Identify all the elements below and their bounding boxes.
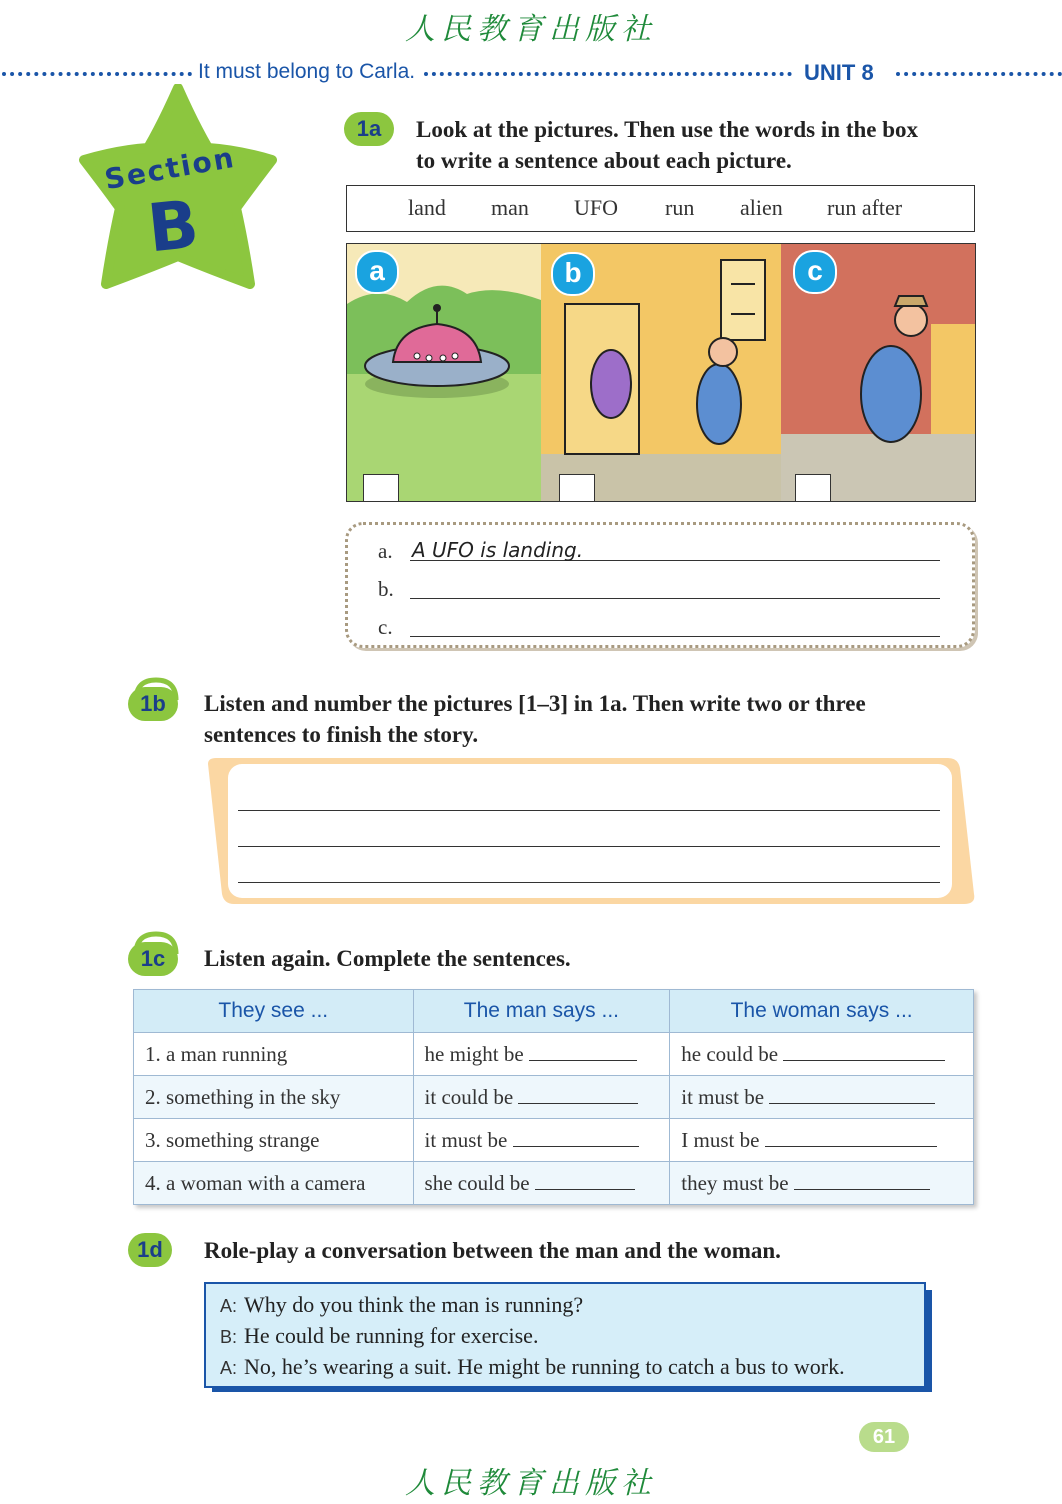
- answer-box-1a: [345, 522, 975, 648]
- word-alien: alien: [740, 195, 783, 220]
- table-row: [134, 1119, 974, 1162]
- exercise-badge-1b: 1b: [128, 687, 178, 721]
- dialogue-text: No, he’s wearing a suit. He might be running to catch a bus to work.: [244, 1354, 845, 1379]
- table-cell-woman: [670, 1119, 974, 1162]
- dialogue-box: [204, 1282, 926, 1388]
- table-cell-see: 1. a man running: [134, 1033, 414, 1076]
- picture-letter-c: c: [793, 250, 837, 294]
- man-prompt: he might be: [424, 1041, 524, 1066]
- page-number: 61: [859, 1422, 909, 1452]
- answer-line-b[interactable]: [410, 571, 940, 599]
- woman-prompt: he could be: [681, 1041, 779, 1066]
- number-box-c[interactable]: [795, 474, 831, 502]
- writing-line-2[interactable]: [238, 826, 940, 847]
- dialogue-line: [220, 1290, 845, 1321]
- dialogue-text: He could be running for exercise.: [244, 1323, 539, 1348]
- header-dots-left: [2, 72, 192, 76]
- header-dots-mid: [424, 72, 792, 76]
- number-box-b[interactable]: [559, 474, 595, 502]
- speaker-label: B:: [220, 1327, 238, 1347]
- instruction-1b-line1: Listen and number the pictures [1–3] in 1a. Then write two or three: [204, 691, 866, 716]
- exercise-badge-1c: 1c: [128, 942, 178, 976]
- word-run: run: [665, 195, 695, 220]
- section-word: Section: [102, 140, 238, 197]
- answer-blank[interactable]: [518, 1085, 638, 1104]
- answer-blank[interactable]: [769, 1085, 935, 1104]
- answer-letter-a: a.: [378, 539, 393, 563]
- dialogue-line: [220, 1352, 845, 1383]
- table-cell-man: [413, 1033, 670, 1076]
- table-row: [134, 1076, 974, 1119]
- table-cell-see: 4. a woman with a camera: [134, 1162, 414, 1205]
- number-box-a[interactable]: [363, 474, 399, 502]
- header-title: It must belong to Carla.: [198, 60, 416, 83]
- dialogue-text: Why do you think the man is running?: [244, 1292, 584, 1317]
- table-cell-see: 2. something in the sky: [134, 1076, 414, 1119]
- instruction-1d: Role-play a conversation between the man and the woman.: [204, 1238, 781, 1263]
- answer-line-a[interactable]: [410, 533, 940, 561]
- table-header-man-says: The man says ...: [413, 990, 670, 1033]
- section-letter: B: [144, 185, 203, 268]
- publisher-logo-top: 人民教育出版社: [405, 12, 657, 47]
- table-cell-man: [413, 1162, 670, 1205]
- man-prompt: she could be: [424, 1170, 530, 1195]
- table-row: [134, 1162, 974, 1205]
- table-header-they-see: They see ...: [134, 990, 414, 1033]
- instruction-1a-line2: to write a sentence about each picture.: [416, 148, 792, 173]
- answer-letter-c: c.: [378, 615, 393, 639]
- man-prompt: it must be: [424, 1127, 508, 1152]
- answer-blank[interactable]: [783, 1042, 945, 1061]
- answer-blank[interactable]: [513, 1128, 639, 1147]
- table-cell-man: [413, 1076, 670, 1119]
- instruction-1b-line2: sentences to finish the story.: [204, 722, 479, 747]
- man-prompt: it could be: [424, 1084, 514, 1109]
- dialogue-lines: [220, 1290, 845, 1383]
- word-man: man: [491, 195, 529, 220]
- publisher-logo-bottom: 人民教育出版社: [405, 1466, 657, 1501]
- exercise-badge-1d: 1d: [128, 1233, 172, 1267]
- pictures-strip: [346, 243, 976, 502]
- table-cell-woman: [670, 1033, 974, 1076]
- woman-prompt: I must be: [681, 1127, 760, 1152]
- speaker-label: A:: [220, 1358, 238, 1378]
- word-ufo: UFO: [574, 195, 619, 220]
- instruction-1c: Listen again. Complete the sentences.: [204, 946, 571, 971]
- word-box: [346, 185, 975, 232]
- writing-line-3[interactable]: [238, 862, 940, 883]
- answer-text-a: A UFO is landing.: [412, 538, 584, 562]
- table-cell-see: 3. something strange: [134, 1119, 414, 1162]
- picture-letter-a: a: [355, 250, 399, 294]
- instruction-1b: [204, 688, 866, 750]
- word-run-after: run after: [827, 195, 903, 220]
- woman-prompt: they must be: [681, 1170, 789, 1195]
- instruction-1a-line1: Look at the pictures. Then use the words in the box: [416, 117, 919, 142]
- table-cell-woman: [670, 1076, 974, 1119]
- picture-letter-b: b: [551, 252, 595, 296]
- word-land: land: [408, 195, 446, 220]
- table-cell-woman: [670, 1162, 974, 1205]
- instruction-1a: [416, 114, 918, 176]
- answer-blank[interactable]: [535, 1171, 635, 1190]
- speaker-label: A:: [220, 1296, 238, 1316]
- header-dots-right: [896, 72, 1062, 76]
- answer-letter-b: b.: [378, 577, 394, 601]
- sentences-table: [133, 989, 974, 1205]
- table-header-row: [134, 990, 974, 1033]
- table-cell-man: [413, 1119, 670, 1162]
- answer-blank[interactable]: [529, 1042, 637, 1061]
- writing-line-1[interactable]: [238, 790, 940, 811]
- table-header-woman-says: The woman says ...: [670, 990, 974, 1033]
- table-row: [134, 1033, 974, 1076]
- answer-blank[interactable]: [765, 1128, 937, 1147]
- woman-prompt: it must be: [681, 1084, 765, 1109]
- unit-label: UNIT 8: [804, 60, 874, 85]
- dialogue-line: [220, 1321, 845, 1352]
- exercise-badge-1a: 1a: [344, 112, 394, 146]
- answer-blank[interactable]: [794, 1171, 930, 1190]
- answer-line-c[interactable]: [410, 609, 940, 637]
